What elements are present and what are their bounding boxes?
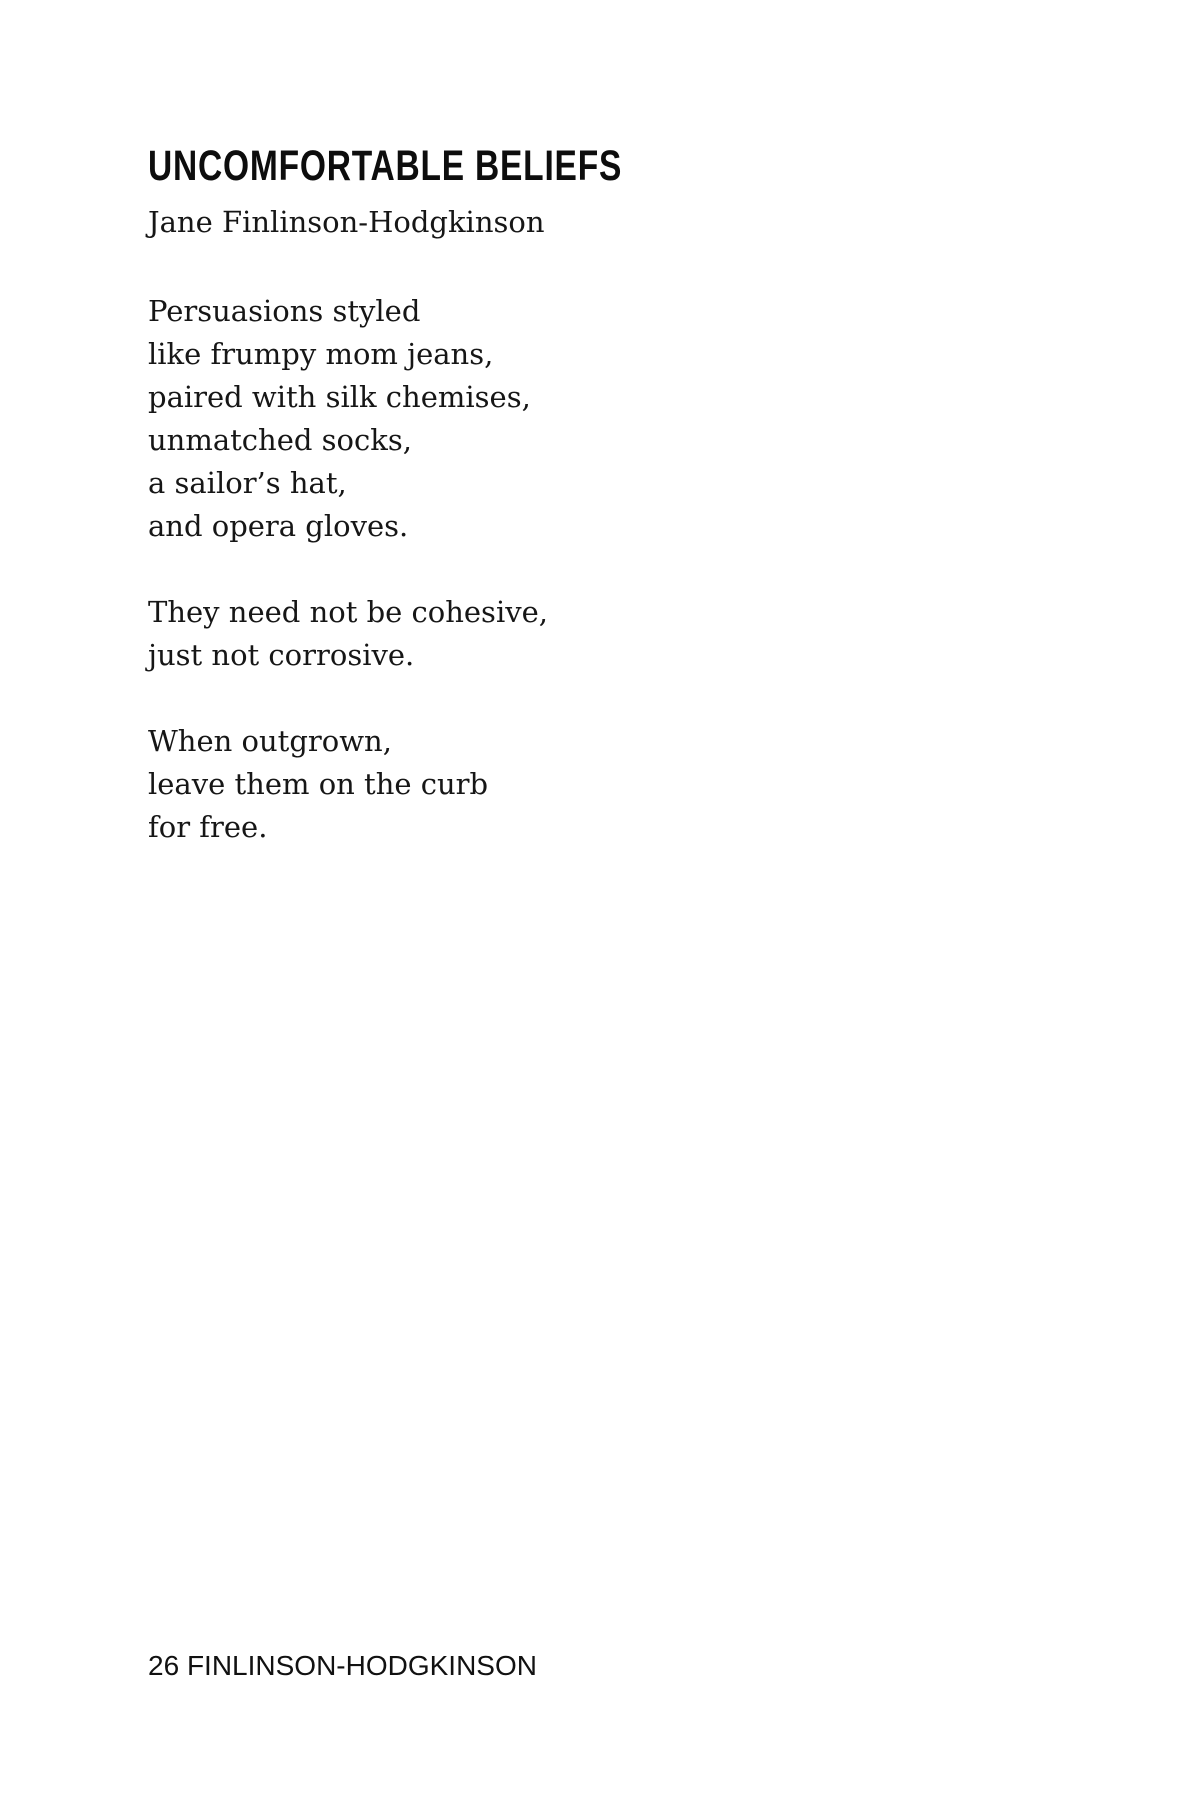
poem-body xyxy=(148,290,548,892)
stanza-1 xyxy=(148,290,548,548)
poem-title: UNCOMFORTABLE BELIEFS xyxy=(148,142,623,190)
page-number: 26 xyxy=(148,1650,180,1681)
stanza-3 xyxy=(148,720,548,849)
poem-line: like frumpy mom jeans, xyxy=(148,337,494,371)
poem-line: They need not be cohesive, xyxy=(148,595,548,629)
poem-line: When outgrown, xyxy=(148,724,392,758)
poem-line: paired with silk chemises, xyxy=(148,380,531,414)
stanza-2 xyxy=(148,591,548,677)
running-head: FINLINSON-HODGKINSON xyxy=(186,1650,537,1681)
poem-line: Persuasions styled xyxy=(148,294,421,328)
poem-line: leave them on the curb xyxy=(148,767,489,801)
poem-line: just not corrosive. xyxy=(148,638,415,672)
page-footer xyxy=(148,1648,537,1684)
poem-line: unmatched socks, xyxy=(148,423,412,457)
poem-line: and opera gloves. xyxy=(148,509,409,543)
poem-line: for free. xyxy=(148,810,268,844)
poem-line: a sailor’s hat, xyxy=(148,466,347,500)
poem-author: Jane Finlinson-Hodgkinson xyxy=(148,205,545,239)
